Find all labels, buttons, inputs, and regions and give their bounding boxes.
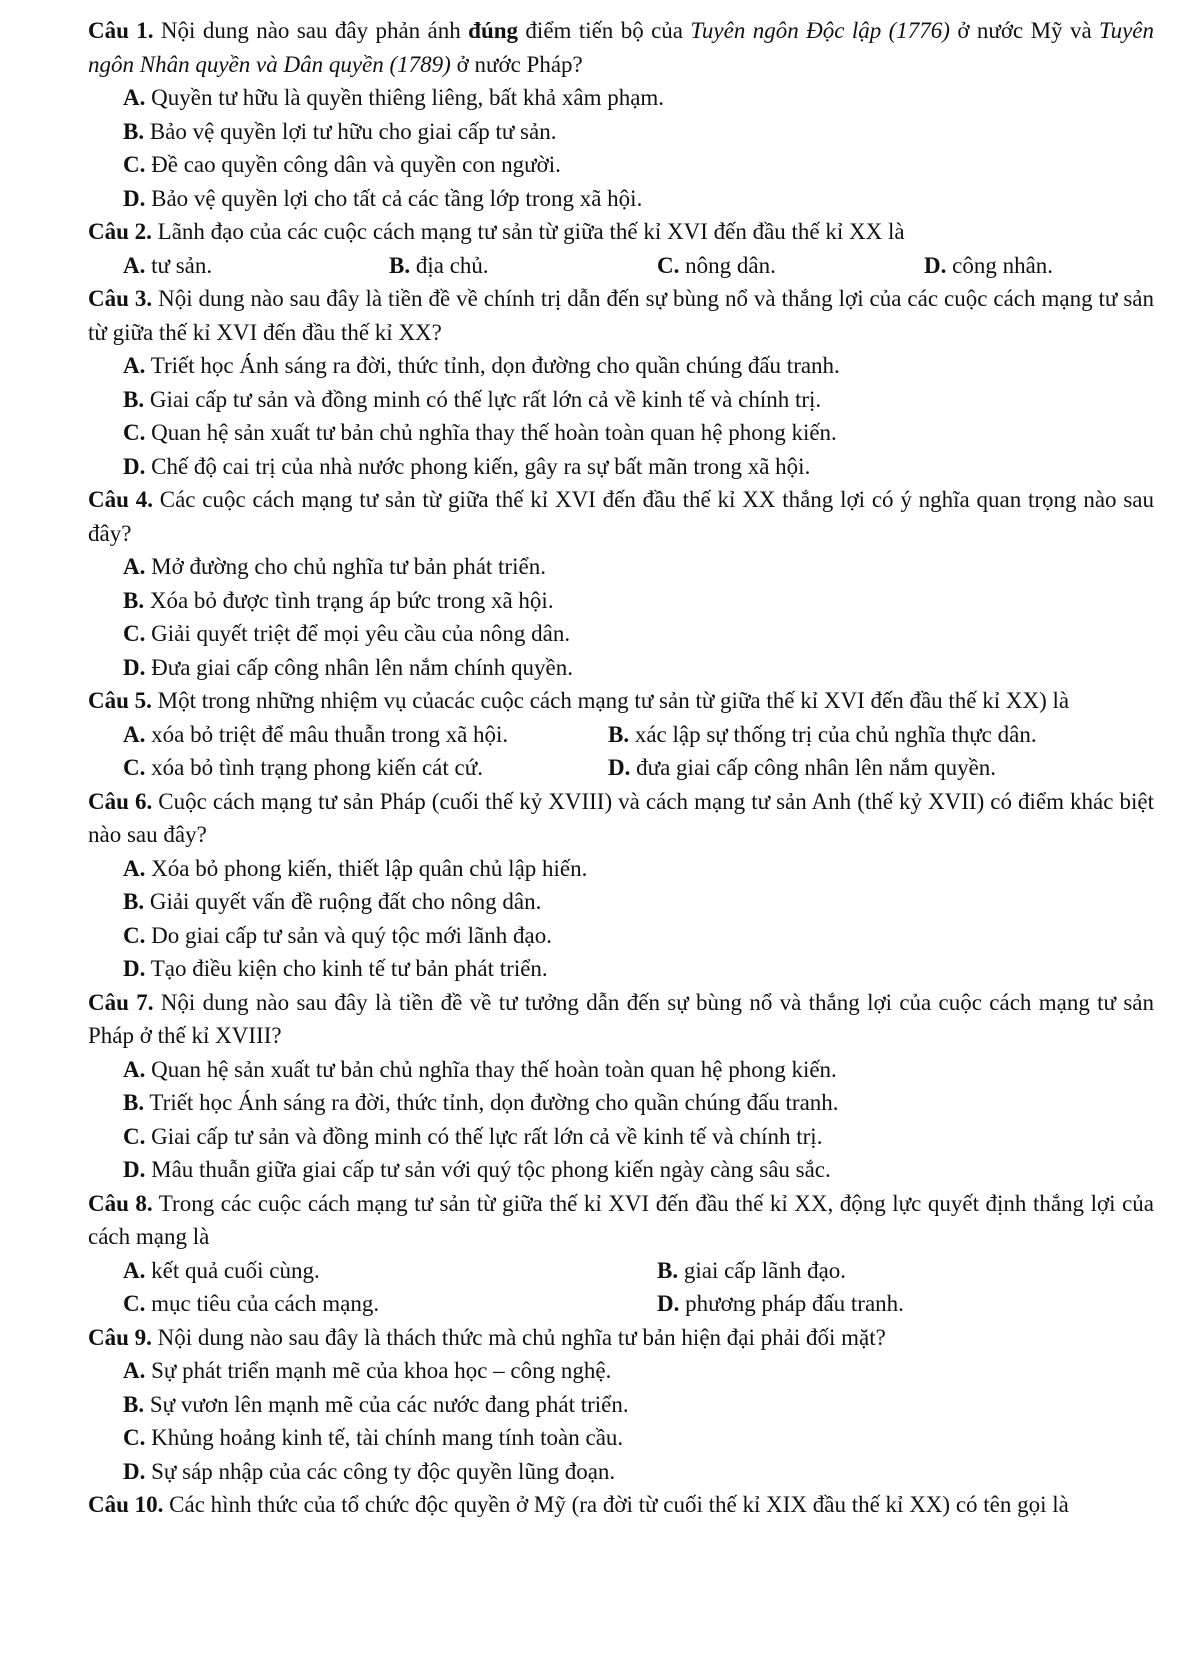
answer-option-d[interactable]: D. Bảo vệ quyền lợi cho tất cả các tầng lớp trong xã hội.	[123, 185, 643, 211]
question-number: Câu 6.	[88, 788, 153, 814]
answer-option-c[interactable]: C. Đề cao quyền công dân và quyền con người.	[123, 152, 561, 177]
answer-option-a[interactable]: A. Xóa bỏ phong kiến, thiết lập quân chủ lập hiến.	[123, 855, 588, 881]
answer-option-a[interactable]: A. Quan hệ sản xuất tư bản chủ nghĩa thay thế hoàn toàn quan hệ phong kiến.	[123, 1056, 837, 1082]
question-10	[88, 1488, 1154, 1522]
answer-option-a[interactable]: A. Sự phát triển mạnh mẽ của khoa học – công nghệ.	[123, 1358, 612, 1383]
question-number: Câu 8.	[88, 1190, 153, 1216]
answer-option-a[interactable]: A. Quyền tư hữu là quyền thiêng liêng, bất khả xâm phạm.	[123, 85, 665, 110]
answer-option-c[interactable]: C. Do giai cấp tư sản và quý tộc mới lãnh đạo.	[123, 922, 552, 948]
answer-option-a[interactable]: A. xóa bỏ triệt để mâu thuẫn trong xã hội.	[123, 721, 509, 747]
question-number: Câu 1.	[88, 18, 154, 43]
question-4	[88, 483, 1154, 684]
answer-option-d[interactable]: D. Tạo điều kiện cho kinh tế tư bản phát triển.	[123, 956, 548, 981]
answer-option-d[interactable]: D. Mâu thuẫn giữa giai cấp tư sản với quý tộc phong kiến ngày càng sâu sắc.	[123, 1157, 831, 1182]
answer-option-c[interactable]: C. xóa bỏ tình trạng phong kiến cát cứ.	[123, 755, 483, 780]
question-stem: Câu 6. Cuộc cách mạng tư sản Pháp (cuối thế kỷ XVIII) và cách mạng tư sản Anh (thế kỷ XVII) có điểm khác biệt nào sau đây?	[88, 788, 1154, 847]
answer-option-d[interactable]: D. đưa giai cấp công nhân lên nắm quyền.	[608, 755, 997, 780]
question-stem: Câu 2. Lãnh đạo của các cuộc cách mạng tư sản từ giữa thế kỉ XVI đến đầu thế kỉ XX là	[88, 219, 905, 244]
question-6	[88, 785, 1154, 986]
question-number: Câu 9.	[88, 1324, 152, 1350]
answer-option-b[interactable]: B. Giải quyết vấn đề ruộng đất cho nông dân.	[123, 889, 542, 914]
question-1	[88, 14, 1154, 215]
answer-option-b[interactable]: B. Sự vươn lên mạnh mẽ của các nước đang phát triển.	[123, 1391, 629, 1417]
question-number: Câu 3.	[88, 286, 153, 311]
answer-options	[88, 718, 1154, 785]
question-stem: Câu 4. Các cuộc cách mạng tư sản từ giữa thế kỉ XVI đến đầu thế kỉ XX thắng lợi có ý nghĩa quan trọng nào sau đây?	[88, 487, 1154, 546]
answer-options	[88, 852, 1154, 986]
answer-option-b[interactable]: B. giai cấp lãnh đạo.	[657, 1257, 847, 1283]
answer-option-b[interactable]: B. Giai cấp tư sản và đồng minh có thế lực rất lớn cả về kinh tế và chính trị.	[123, 386, 822, 412]
answer-option-c[interactable]: C. Quan hệ sản xuất tư bản chủ nghĩa thay thế hoàn toàn quan hệ phong kiến.	[123, 420, 837, 445]
answer-option-b[interactable]: B. Xóa bỏ được tình trạng áp bức trong xã hội.	[123, 587, 554, 613]
answer-options	[88, 1053, 1154, 1187]
answer-option-b[interactable]: B. Triết học Ánh sáng ra đời, thức tỉnh, dọn đường cho quần chúng đấu tranh.	[123, 1090, 839, 1115]
question-stem: Câu 5. Một trong những nhiệm vụ củacác cuộc cách mạng tư sản từ giữa thế kỉ XVI đến đầu thế kỉ XX) là	[88, 688, 1070, 713]
answer-option-a[interactable]: A. Mở đường cho chủ nghĩa tư bản phát triển.	[123, 554, 546, 579]
answer-options	[88, 550, 1154, 684]
question-stem: Câu 1. Nội dung nào sau đây phản ánh đúng điểm tiến bộ của Tuyên ngôn Độc lập (1776) ở nước Mỹ và Tuyên ngôn Nhân quyền và Dân quyền (1789) ở nước Pháp?	[88, 18, 1154, 77]
question-stem: Câu 9. Nội dung nào sau đây là thách thức mà chủ nghĩa tư bản hiện đại phải đối mặt?	[88, 1324, 886, 1350]
answer-options	[88, 349, 1154, 483]
question-number: Câu 10.	[88, 1492, 164, 1517]
answer-option-c[interactable]: C. mục tiêu của cách mạng.	[123, 1291, 380, 1316]
answer-option-b[interactable]: B. địa chủ.	[389, 252, 489, 278]
question-8	[88, 1187, 1154, 1321]
question-7	[88, 986, 1154, 1187]
answer-options	[88, 1254, 1154, 1321]
question-number: Câu 4.	[88, 487, 153, 512]
answer-options	[88, 81, 1154, 215]
question-stem: Câu 10. Các hình thức của tổ chức độc quyền ở Mỹ (ra đời từ cuối thế kỉ XIX đầu thế kỉ XX) có tên gọi là	[88, 1492, 1069, 1517]
question-2	[88, 215, 1154, 282]
answer-option-d[interactable]: D. Đưa giai cấp công nhân lên nắm chính quyền.	[123, 654, 573, 680]
question-stem: Câu 3. Nội dung nào sau đây là tiền đề về chính trị dẫn đến sự bùng nổ và thắng lợi của các cuộc cách mạng tư sản từ giữa thế kỉ XVI đến đầu thế kỉ XX?	[88, 286, 1155, 345]
answer-option-c[interactable]: C. nông dân.	[657, 252, 776, 278]
answer-option-d[interactable]: D. Chế độ cai trị của nhà nước phong kiến, gây ra sự bất mãn trong xã hội.	[123, 453, 811, 479]
question-number: Câu 7.	[88, 989, 154, 1015]
answer-option-c[interactable]: C. Giải quyết triệt để mọi yêu cầu của nông dân.	[123, 621, 571, 646]
answer-option-c[interactable]: C. Khủng hoảng kinh tế, tài chính mang tính toàn cầu.	[123, 1425, 624, 1450]
answer-option-d[interactable]: D. phương pháp đấu tranh.	[657, 1291, 904, 1316]
question-stem: Câu 8. Trong các cuộc cách mạng tư sản từ giữa thế kỉ XVI đến đầu thế kỉ XX, động lực quyết định thắng lợi của cách mạng là	[88, 1190, 1154, 1249]
answer-option-d[interactable]: D. Sự sáp nhập của các công ty độc quyền lũng đoạn.	[123, 1458, 616, 1484]
answer-option-b[interactable]: B. Bảo vệ quyền lợi tư hữu cho giai cấp tư sản.	[123, 118, 557, 144]
answer-option-a[interactable]: A. Triết học Ánh sáng ra đời, thức tỉnh, dọn đường cho quần chúng đấu tranh.	[123, 353, 840, 378]
question-3	[88, 282, 1154, 483]
question-number: Câu 2.	[88, 219, 152, 244]
question-stem: Câu 7. Nội dung nào sau đây là tiền đề về tư tưởng dẫn đến sự bùng nổ và thắng lợi của cuộc cách mạng tư sản Pháp ở thế kỉ XVIII?	[88, 989, 1154, 1048]
answer-option-a[interactable]: A. kết quả cuối cùng.	[123, 1257, 320, 1283]
answer-option-b[interactable]: B. xác lập sự thống trị của chủ nghĩa thực dân.	[608, 721, 1037, 747]
answer-options	[88, 249, 1154, 283]
question-number: Câu 5.	[88, 688, 152, 713]
answer-options	[88, 1354, 1154, 1488]
answer-option-a[interactable]: A. tư sản.	[123, 252, 213, 278]
question-9	[88, 1321, 1154, 1489]
answer-option-c[interactable]: C. Giai cấp tư sản và đồng minh có thế lực rất lớn cả về kinh tế và chính trị.	[123, 1123, 823, 1149]
answer-option-d[interactable]: D. công nhân.	[924, 252, 1054, 278]
question-5	[88, 684, 1154, 785]
